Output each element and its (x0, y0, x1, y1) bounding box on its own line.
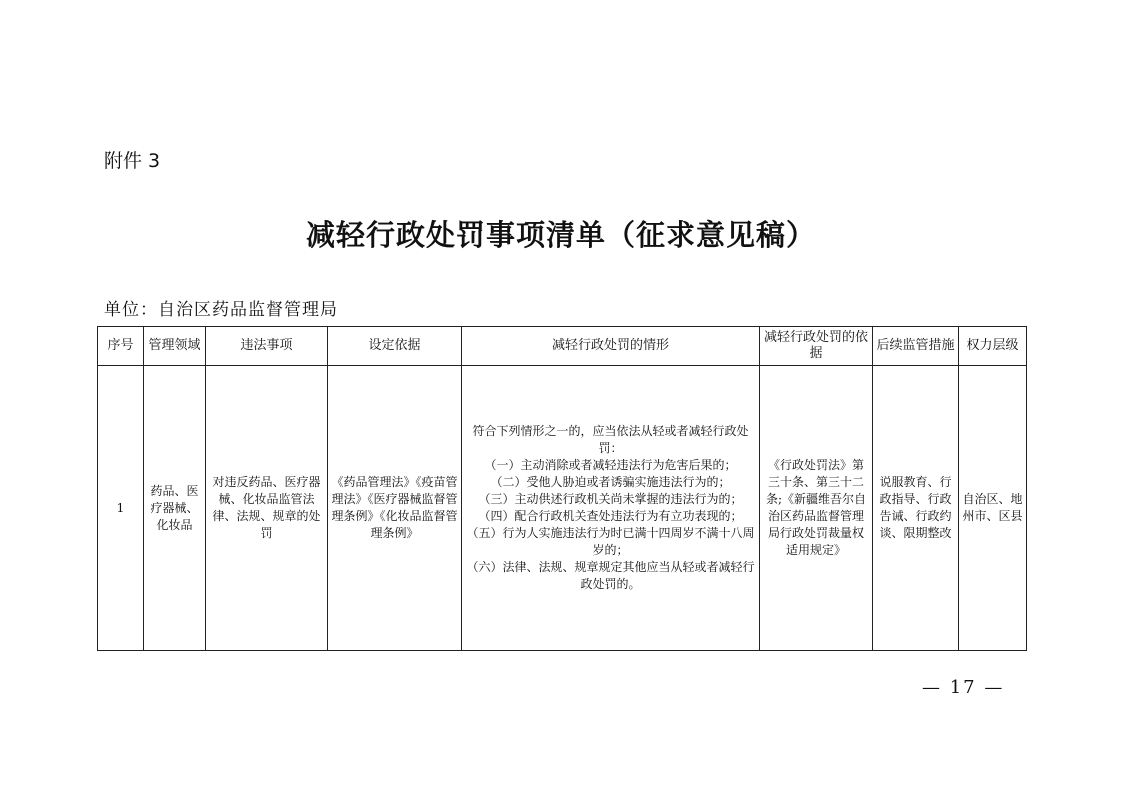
attachment-label: 附件 3 (104, 150, 161, 172)
header-domain: 管理领域 (144, 327, 206, 366)
page-number: — 17 — (922, 677, 1005, 698)
penalty-list-table (97, 326, 1027, 651)
header-follow-up: 后续监管措施 (873, 327, 959, 366)
cell-violation: 对违反药品、医疗器械、化妆品监管法律、法规、规章的处罚 (206, 366, 328, 651)
header-legal-basis: 减轻行政处罚的依据 (760, 327, 873, 366)
header-violation: 违法事项 (206, 327, 328, 366)
situation-line: （六）法律、法规、规章规定其他应当从轻或者减轻行政处罚的。 (466, 560, 755, 591)
table-header-row (98, 327, 1027, 366)
header-basis: 设定依据 (328, 327, 462, 366)
situation-line: （四）配合行政机关查处违法行为有立功表现的； (478, 509, 743, 523)
situation-line: （三）主动供述行政机关尚未掌握的违法行为的； (478, 492, 743, 506)
cell-situations (462, 366, 760, 651)
cell-basis: 《药品管理法》《疫苗管理法》《医疗器械监督管理条例》《化妆品监督管理条例》 (328, 366, 462, 651)
situation-line: （五）行为人实施违法行为时已满十四周岁不满十八周岁的； (466, 526, 755, 557)
situation-line: 符合下列情形之一的，应当依法从轻或者减轻行政处罚： (472, 424, 749, 455)
situation-line: （一）主动消除或者减轻违法行为危害后果的； (484, 458, 737, 472)
cell-number: 1 (98, 366, 144, 651)
cell-level: 自治区、地州市、区县 (959, 366, 1027, 651)
cell-domain: 药品、医疗器械、化妆品 (144, 366, 206, 651)
table-row (98, 366, 1027, 651)
cell-follow-up: 说服教育、行政指导、行政告诫、行政约谈、限期整改 (873, 366, 959, 651)
situation-line: （二）受他人胁迫或者诱骗实施违法行为的； (490, 475, 731, 489)
cell-legal-basis: 《行政处罚法》第三十条、第三十二条;《新疆维吾尔自治区药品监督管理局行政处罚裁量权适用规定》 (760, 366, 873, 651)
header-number: 序号 (98, 327, 144, 366)
header-situations: 减轻行政处罚的情形 (462, 327, 760, 366)
unit-label: 单位：自治区药品监督管理局 (104, 300, 338, 320)
header-level: 权力层级 (959, 327, 1027, 366)
document-title: 减轻行政处罚事项清单（征求意见稿） (305, 218, 816, 252)
